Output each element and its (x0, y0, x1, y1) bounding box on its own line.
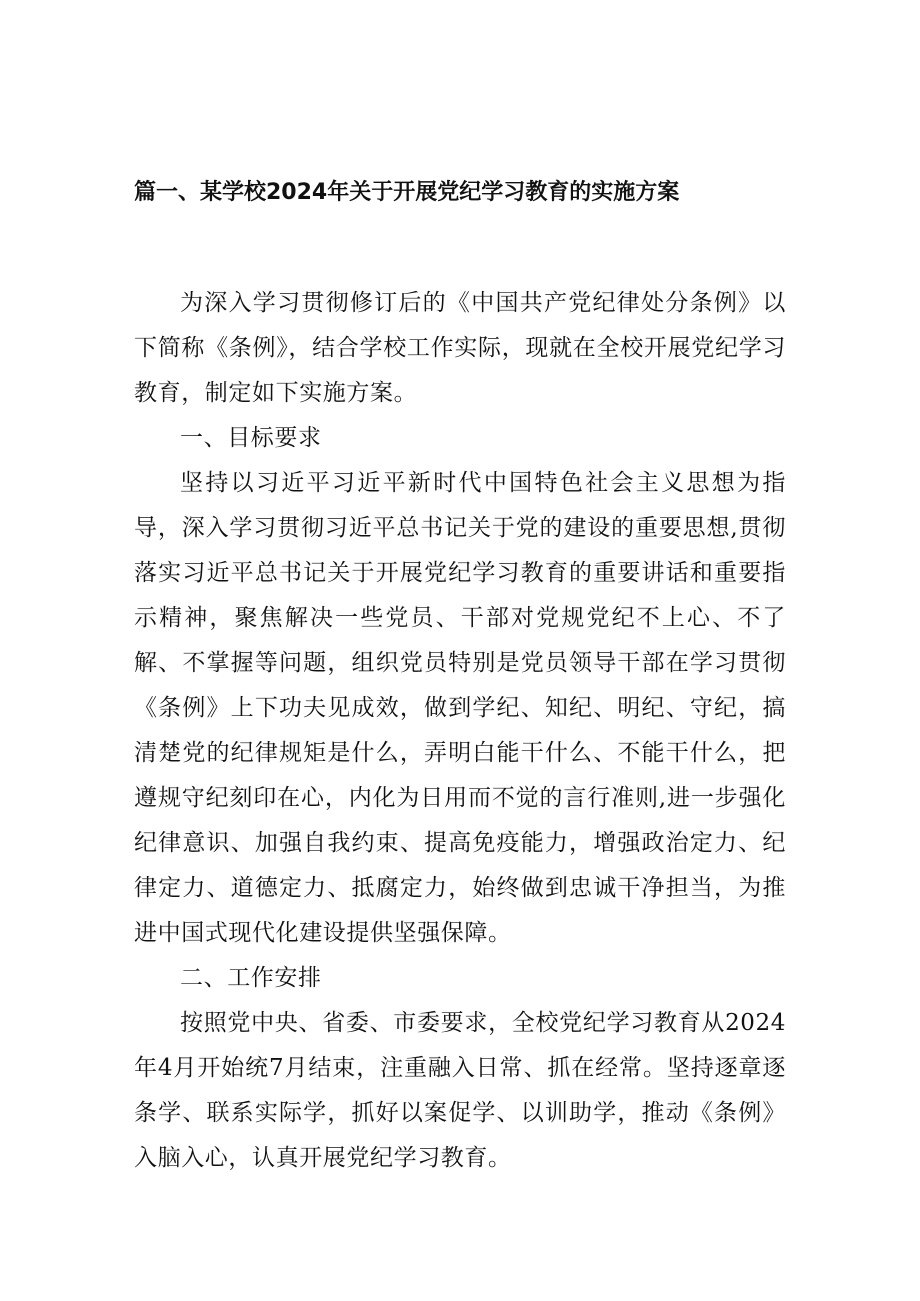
section-body-arrangement: 按照党中央、省委、市委要求，全校党纪学习教育从2024年4月开始统7月结束，注重融入日常、抓在经常。坚持逐章逐条学、联系实际学，抓好以案促学、以训助学，推动《条例》入脑入心，认真开展党纪学习教育。 (134, 1010, 786, 1171)
intro-paragraph: 为深入学习贯彻修订后的《中国共产党纪律处分条例》以下简称《条例》，结合学校工作实际，现就在全校开展党纪学习教育，制定如下实施方案。 (134, 290, 786, 406)
section-heading-goals: 一、目标要求 (180, 425, 322, 451)
document-title: 篇一、某学校2024年关于开展党纪学习教育的实施方案 (134, 180, 680, 205)
section-heading-arrangement: 二、工作安排 (180, 965, 322, 991)
document-body (134, 281, 786, 1181)
section-body-goals: 坚持以习近平习近平新时代中国特色社会主义思想为指导，深入学习贯彻习近平总书记关于党的建设的重要思想,贯彻落实习近平总书记关于开展党纪学习教育的重要讲话和重要指示精神，聚焦解决一些党员、干部对党规党纪不上心、不了解、不掌握等问题，组织党员特别是党员领导干部在学习贯彻《条例》上下功夫见成效，做到学纪、知纪、明纪、守纪，搞清楚党的纪律规矩是什么，弄明白能干什么、不能干什么，把遵规守纪刻印在心，内化为日用而不觉的言行准则,进一步强化纪律意识、加强自我约束、提高免疫能力，增强政治定力、纪律定力、道德定力、抵腐定力，始终做到忠诚干净担当，为推进中国式现代化建设提供坚强保障。 (134, 470, 786, 946)
